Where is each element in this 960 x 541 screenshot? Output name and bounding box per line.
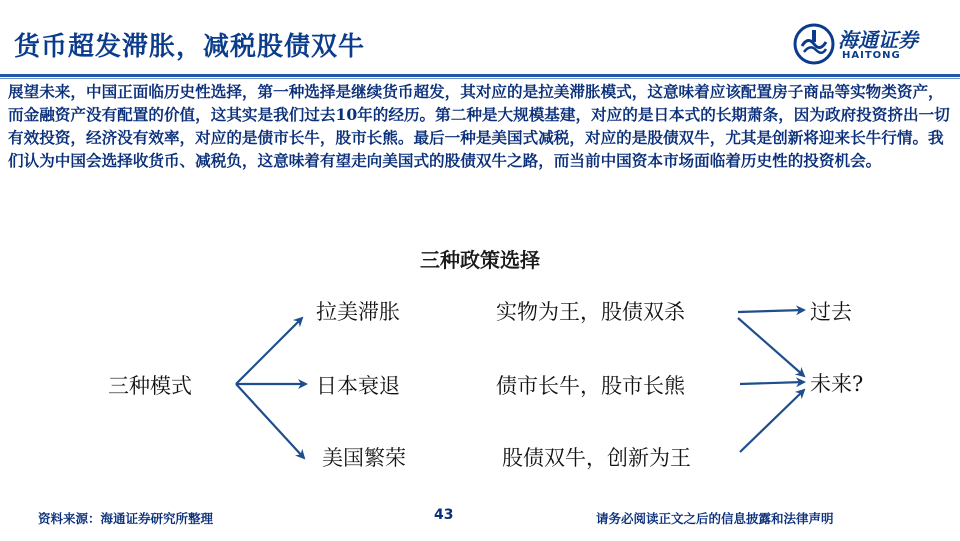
logo-chinese-text: 海通证券 [838,28,918,52]
label-future: 未来? [810,372,864,396]
logo-english-text: HAITONG [842,50,901,61]
diagram-title: 三种政策选择 [420,248,540,272]
mode-us: 美国繁荣 [322,446,406,470]
label-past: 过去 [810,300,852,324]
source-note: 资料来源：海通证券研究所整理 [38,511,214,526]
page-title: 货币超发滞胀，减税股债双牛 [14,32,366,62]
mode-japan: 日本衰退 [316,374,400,398]
arrow-japan-to-future [740,382,804,384]
outcome-japan: 债市长牛，股市长熊 [496,374,685,398]
outcome-latam: 实物为王，股债双杀 [496,300,685,324]
arrow-to-latam [236,318,302,384]
arrow-to-past [738,310,804,312]
arrow-to-us [236,384,304,458]
page-number: 43 [434,507,454,523]
arrow-latam-to-future [738,318,804,376]
mode-latam: 拉美滞胀 [316,300,400,324]
arrow-us-to-future [740,390,804,452]
root-node: 三种模式 [108,374,192,398]
disclaimer-note: 请务必阅读正文之后的信息披露和法律声明 [596,511,834,526]
summary-paragraph: 展望未来，中国正面临历史性选择，第一种选择是继续货币超发，其对应的是拉美滞胀模式，这意味着应该配置房子商品等实物类资产，而金融资产没有配置的价值，这其实是我们过去10年的经历。第二种是大规模基建，对应的是日本式的长期萧条，因为政府投资挤出一切有效投资，经济没有效率，对应的是债市长牛，股市长熊。最后一种是美国式减税，对应的是股债双牛，尤其是创新将迎来长牛行情。我们认为中国会选择收货币、减税负，这意味着有望走向美国式的股债双牛之路，而当前中国资本市场面临着历史性的投资机会。 [8,82,950,170]
outcome-us: 股债双牛，创新为王 [502,446,691,470]
